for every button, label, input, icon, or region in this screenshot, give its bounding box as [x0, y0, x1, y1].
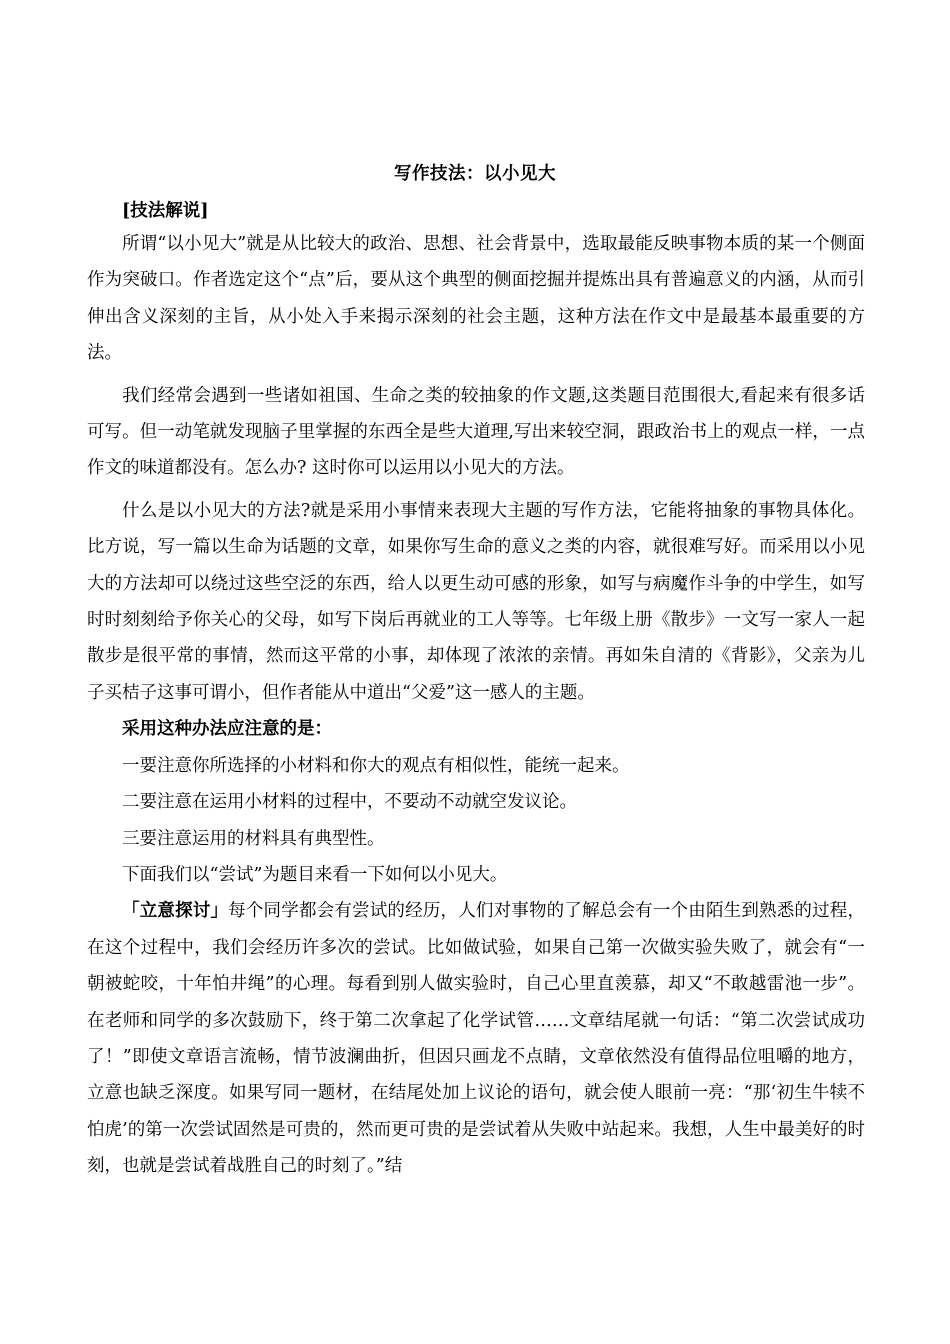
- document-title: 写作技法：以小见大: [394, 164, 556, 184]
- paragraph-note-3: 三要注意运用的材料具有典型性。: [122, 828, 385, 849]
- theme-discussion-text: 每个同学都会有尝试的经历，人们对事物的了解总会有一个由陌生到熟悉的过程，在这个过程中，我们会经历许多次的尝试。比如做试验，如果自己第一次做实验失败了，就会有“一朝被蛇咬，十年怕井绳”的心理。每看到别人做实验时，自己心里直羡慕，却又“不敢越雷池一步”。在老师和同学的多次鼓励下，终于第二次拿起了化学试管……文章结尾就一句话：“第二次尝试成功了！”即使文章语言流畅，情节波澜曲折，但因只画龙不点睛，文章依然没有值得品位咀嚼的地方，立意也缺乏深度。如果写同一题材，在结尾处加上议论的语句，就会使人眼前一亮：“那‘初生牛犊不怕虎’的第一次尝试固然是可贵的，然而更可贵的是尝试着从失败中站起来。我想，人生中最美好的时刻，也就是尝试着战胜自己的时刻了。”结: [87, 901, 865, 1177]
- paragraph-notes-heading: 采用这种办法应注意的是：: [122, 719, 332, 740]
- paragraph-note-2: 二要注意在运用小材料的过程中，不要动不动就空发议论。: [122, 792, 577, 813]
- paragraph-theme-discussion: [87, 893, 865, 1184]
- paragraph-note-1: 一要注意你所选择的小材料和你大的观点有相似性，能统一起来。: [122, 755, 630, 776]
- paragraph-method: 什么是以小见大的方法?就是采用小事情来表现大主题的写作方法，它能将抽象的事物具体化。比方说，写一篇以生命为话题的文章，如果你写生命的意义之类的内容，就很难写好。而采用以小见大的方法却可以绕过这些空泛的东西，给人以更生动可感的形象，如写与病魔作斗争的中学生，如写时时刻刻给予你关心的父母，如写下岗后再就业的工人等等。七年级上册《散步》一文写一家人一起散步是很平常的事情，然而这平常的小事，却体现了浓浓的亲情。再如朱自清的《背影》，父亲为儿子买桔子这事可谓小，但作者能从中道出“父爱”这一感人的主题。: [87, 500, 865, 703]
- document-body: [87, 196, 865, 1185]
- paragraph-problem: 我们经常会遇到一些诸如祖国、生命之类的较抽象的作文题,这类题目范围很大,看起来有很多话可写。但一动笔就发现脑子里掌握的东西全是些大道理,写出来较空洞，跟政治书上的观点一样，一点作文的味道都没有。怎么办? 这时你可以运用以小见大的方法。: [87, 385, 865, 479]
- section-heading: [技法解说]: [122, 201, 209, 221]
- paragraph-example-intro: 下面我们以“尝试”为题目来看一下如何以小见大。: [122, 864, 508, 885]
- theme-discussion-label: 「立意探讨」: [122, 901, 229, 922]
- paragraph-definition: 所谓“以小见大”就是从比较大的政治、思想、社会背景中，选取最能反映事物本质的某一个侧面作为突破口。作者选定这个“点”后，要从这个典型的侧面挖掘并提炼出具有普遍意义的内涵，从而引伸出含义深刻的主旨，从小处入手来揭示深刻的社会主题，这种方法在作文中是最基本最重要的方法。: [87, 234, 865, 364]
